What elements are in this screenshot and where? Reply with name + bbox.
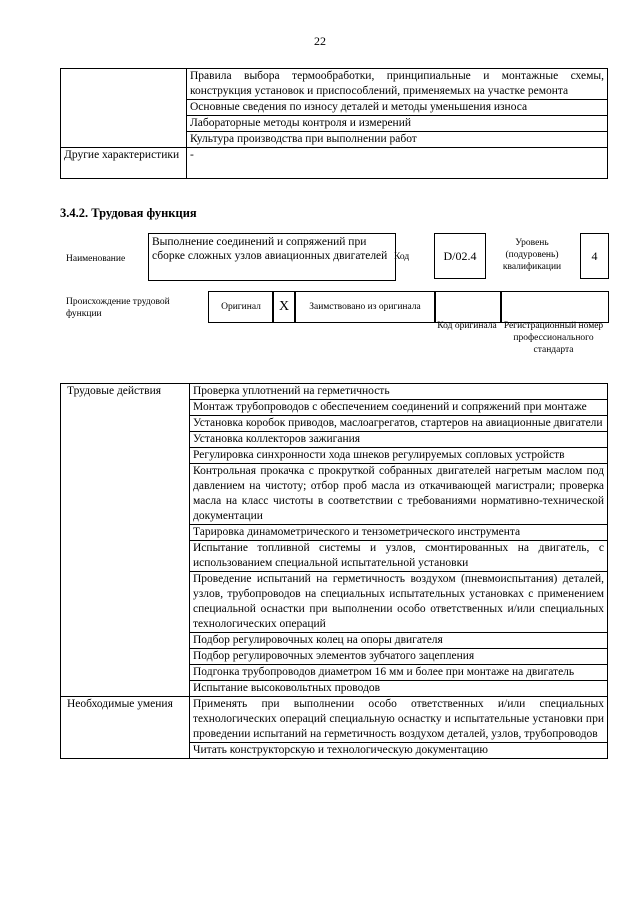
original-cell: Оригинал — [208, 291, 274, 323]
table-row: Основные сведения по износу деталей и методы уменьшения износа — [187, 100, 608, 116]
original-code-cell — [434, 291, 502, 323]
table-row: Тарировка динамометрического и тензометрического инструмента — [190, 525, 608, 541]
section-title: 3.4.2. Трудовая функция — [60, 206, 197, 220]
code-caption: Код оригинала — [437, 321, 497, 331]
requirements-table — [60, 68, 608, 179]
table-row: Лабораторные методы контроля и измерений — [187, 116, 608, 132]
code-label: Код — [394, 252, 410, 262]
reg-number-cell — [500, 291, 609, 323]
table-row: Правила выбора термообработки, принципиальные и монтажные схемы, конструкция установок и приспособлений, применяемых на участке ремонта — [187, 69, 608, 100]
reg-caption: Регистрационный номер профессионального стандарта — [503, 321, 604, 355]
other-characteristics-value: - — [187, 148, 608, 179]
name-value: Выполнение соединений и сопряжений при сборке сложных узлов авиационных двигателей — [148, 233, 396, 281]
table-row: Испытание топливной системы и узлов, смонтированных на двигатель, с использованием специальной испытательной установки — [190, 541, 608, 572]
table-row: Контрольная прокачка с прокруткой собранных двигателей нагретым маслом под давлением на чистоту; отбор проб масла из откачивающей магистрали; проверка масла на класс чистоты в соответствии с требованиями нормативно-технической документации — [190, 464, 608, 525]
table-row: Монтаж трубопроводов с обеспечением соединений и сопряжений при монтаже — [190, 400, 608, 416]
borrowed-cell: Заимствовано из оригинала — [294, 291, 436, 323]
table-row: Проверка уплотнений на герметичность — [190, 384, 608, 400]
level-label: Уровень (подуровень) квалификации — [502, 238, 562, 272]
table-row: Установка коллекторов зажигания — [190, 432, 608, 448]
table-row: Регулировка синхронности хода шнеков регулируемых сопловых устройств — [190, 448, 608, 464]
table-row: Проведение испытаний на герметичность воздухом (пневмоиспытания) деталей, узлов, трубопроводов на специальных испытательных установках с применением специальной оснастки при выполнении особо ответственных и/или специальных технологических операций — [190, 572, 608, 633]
actions-label: Трудовые действия — [61, 384, 190, 697]
table-row: Подгонка трубопроводов диаметром 16 мм и более при монтаже на двигатель — [190, 665, 608, 681]
name-label: Наименование — [66, 254, 126, 264]
table-row: Читать конструкторскую и технологическую документацию — [190, 743, 608, 759]
empty-label-cell — [61, 69, 187, 148]
original-mark: X — [272, 291, 296, 323]
table-row: Подбор регулировочных элементов зубчатого зацепления — [190, 649, 608, 665]
level-value: 4 — [580, 233, 609, 279]
table-row: Культура производства при выполнении работ — [187, 132, 608, 148]
other-characteristics-label: Другие характеристики — [61, 148, 187, 179]
skills-label: Необходимые умения — [61, 697, 190, 759]
code-value: D/02.4 — [434, 233, 486, 279]
table-row: Испытание высоковольтных проводов — [190, 681, 608, 697]
table-row: Применять при выполнении особо ответственных и/или специальных технологических операций специальную оснастку и испытательные установки при проведении испытаний на герметичность воздухом деталей, узлов, трубопроводов — [190, 697, 608, 743]
page-number: 22 — [314, 34, 326, 48]
actions-table — [60, 383, 608, 759]
origin-label: Происхождение трудовой функции — [66, 297, 170, 319]
table-row: Установка коробок приводов, маслоагрегатов, стартеров на авиационные двигатели — [190, 416, 608, 432]
table-row: Подбор регулировочных колец на опоры двигателя — [190, 633, 608, 649]
